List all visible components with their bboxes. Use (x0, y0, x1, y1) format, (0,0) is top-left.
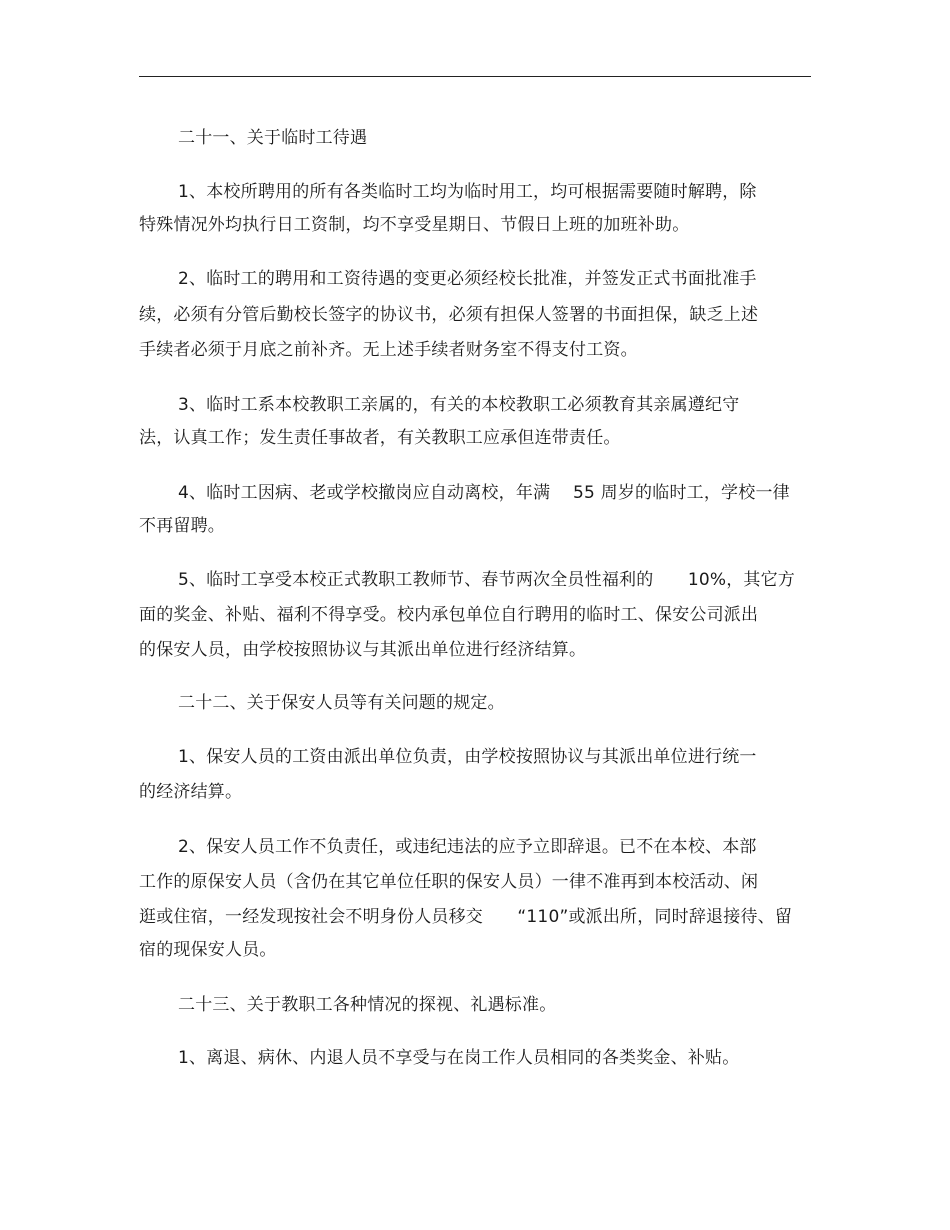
paragraph-line: 5、临时工享受本校正式教职工教师节、春节两次全员性福利的 10%，其它方 (178, 570, 795, 590)
paragraph-line: 4、临时工因病、老或学校撤岗应自动离校，年满 55 周岁的临时工，学校一律 (178, 483, 790, 503)
paragraph-line: 3、临时工系本校教职工亲属的，有关的本校教职工必须教育其亲属遵纪守 (178, 395, 740, 415)
paragraph-line: 2、临时工的聘用和工资待遇的变更必须经校长批准，并签发正式书面批准手 (178, 269, 757, 289)
paragraph-line: 的经济结算。 (139, 782, 243, 802)
paragraph-line: 面的奖金、补贴、福利不得享受。校内承包单位自行聘用的临时工、保安公司派出 (139, 605, 759, 625)
paragraph-line: 宿的现保安人员。 (139, 940, 277, 960)
paragraph-line: 手续者必须于月底之前补齐。无上述手续者财务室不得支付工资。 (139, 340, 638, 360)
paragraph-line: 1、保安人员的工资由派出单位负责，由学校按照协议与其派出单位进行统一 (178, 747, 757, 767)
paragraph-line: 的保安人员，由学校按照协议与其派出单位进行经济结算。 (139, 640, 587, 660)
paragraph-line: 不再留聘。 (139, 516, 225, 536)
paragraph-line: 特殊情况外均执行日工资制，均不享受星期日、节假日上班的加班补助。 (139, 215, 690, 235)
paragraph-line: 法，认真工作；发生责任事故者，有关教职工应承但连带责任。 (139, 428, 621, 448)
section-heading-23: 二十三、关于教职工各种情况的探视、礼遇标准。 (178, 995, 557, 1015)
paragraph-line: 1、离退、病休、内退人员不享受与在岗工作人员相同的各类奖金、补贴。 (178, 1048, 740, 1068)
section-heading-22: 二十二、关于保安人员等有关问题的规定。 (178, 693, 505, 713)
paragraph-line: 续，必须有分管后勤校长签字的协议书，必须有担保人签署的书面担保，缺乏上述 (139, 305, 759, 325)
paragraph-line: 工作的原保安人员（含仍在其它单位任职的保安人员）一律不准再到本校活动、闲 (139, 872, 759, 892)
section-heading-21: 二十一、关于临时工待遇 (178, 128, 368, 148)
paragraph-line: 1、本校所聘用的所有各类临时工均为临时用工，均可根据需要随时解聘，除 (178, 182, 757, 202)
header-rule (139, 76, 811, 77)
paragraph-line: 逛或住宿，一经发现按社会不明身份人员移交 “110”或派出所，同时辞退接待、留 (139, 907, 793, 927)
paragraph-line: 2、保安人员工作不负责任，或违纪违法的应予立即辞退。已不在本校、本部 (178, 837, 757, 857)
